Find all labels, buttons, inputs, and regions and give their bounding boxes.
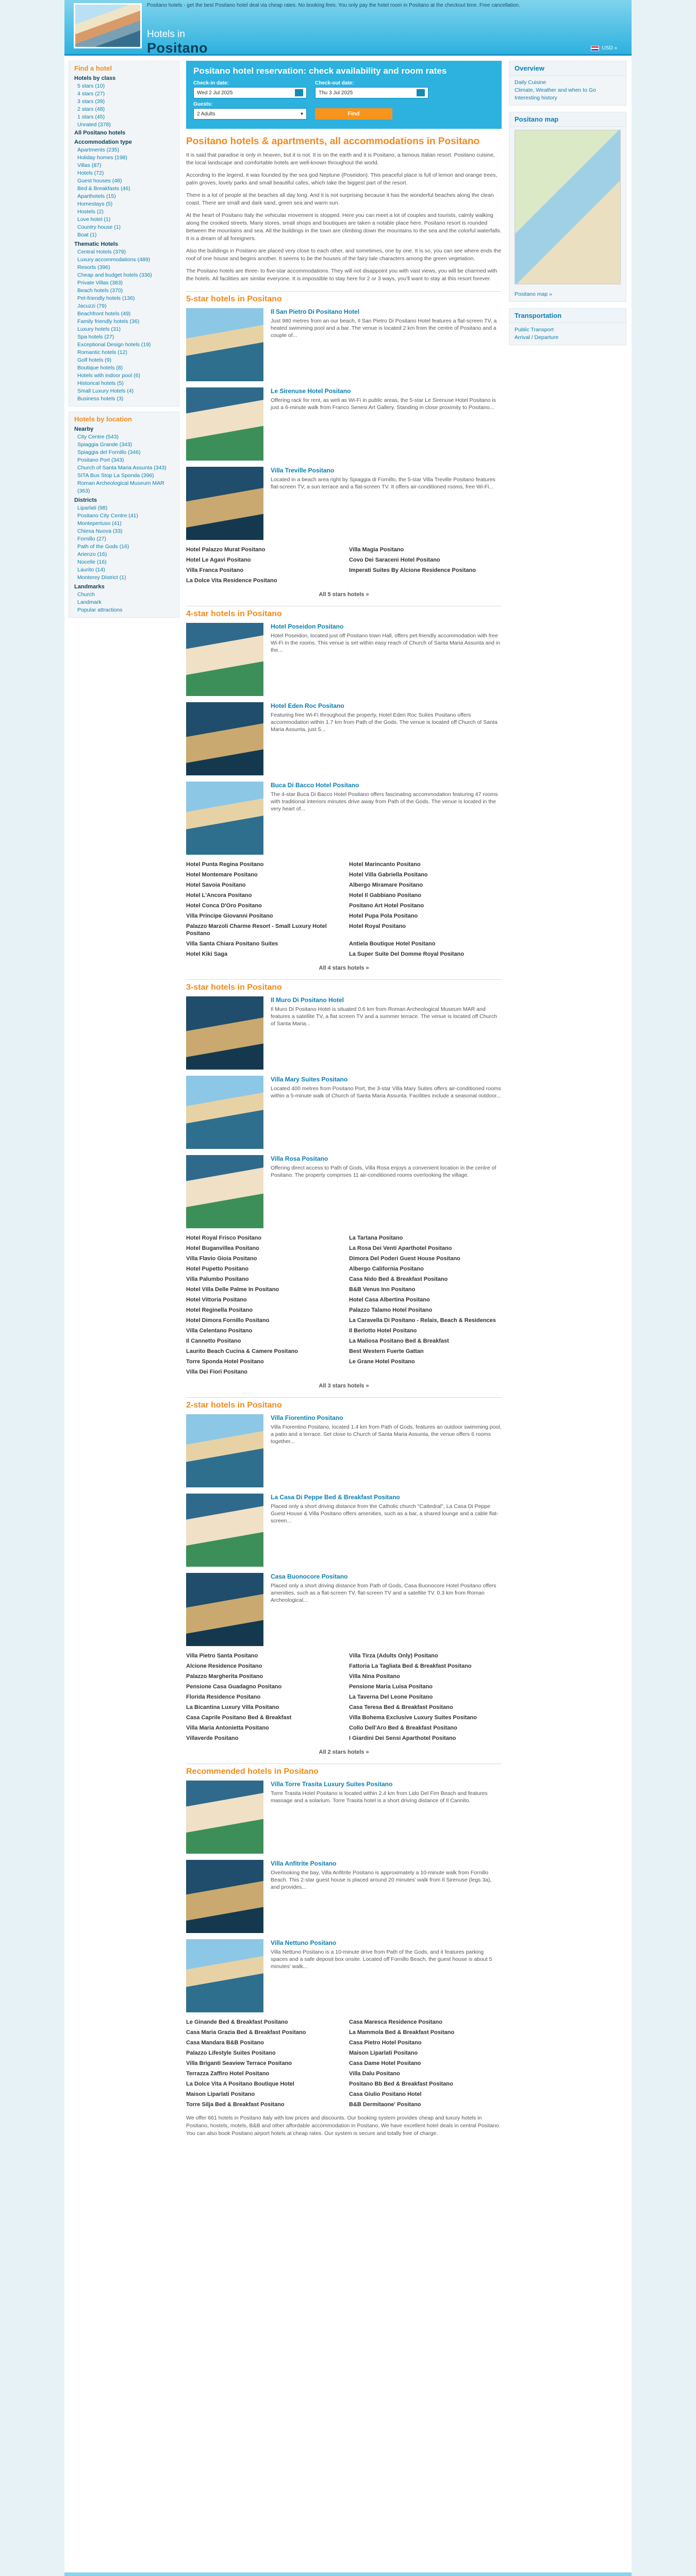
class-link[interactable]: Unrated (378) — [77, 122, 111, 128]
hotel-photo[interactable] — [186, 623, 263, 696]
hotel-list-link[interactable]: Imperati Suites By Alcione Residence Positano — [349, 567, 476, 573]
hotel-list-link[interactable]: Alcione Residence Positano — [186, 1663, 262, 1669]
theme-link[interactable]: Luxury hotels (31) — [77, 326, 121, 332]
hotel-list-link[interactable]: Hotel Pupetto Positano — [186, 1266, 248, 1272]
hotel-list-link[interactable]: Villa Santa Chiara Positano Suites — [186, 941, 278, 947]
acc-type-link[interactable]: Love hotel (1) — [77, 216, 111, 223]
guests-value: 2 Adults — [197, 111, 216, 117]
hotel-name-link[interactable]: Hotel Eden Roc Positano — [271, 702, 344, 709]
hotel-list-link[interactable]: La Tartana Positano — [349, 1235, 403, 1241]
hotel-list-link[interactable]: Palazzo Talamo Hotel Positano — [349, 1307, 433, 1313]
class-link[interactable]: 5 stars (10) — [77, 83, 105, 89]
intro-paragraph: Also the buildings in Positano are placed very close to each other, and sometimes, one by one. It is so, you can see where ends the roof of one house and begins another. It seems to be the houses of the fairy tale characters among the green vegetation. — [186, 248, 502, 262]
uk-flag-icon — [591, 46, 599, 51]
nearby-link[interactable]: City Centre (543) — [77, 434, 119, 440]
hotel-list-link[interactable]: Casa Nido Bed & Breakfast Positano — [349, 1276, 448, 1282]
hotel-list-link[interactable]: Hotel Conca D'Oro Positano — [186, 903, 262, 909]
hotel-list-link[interactable]: La Taverna Del Leone Positano — [349, 1694, 433, 1700]
overview-box — [509, 61, 626, 106]
hotel-list-link[interactable]: Hotel Vittoria Positano — [186, 1297, 247, 1303]
hotel-list-link[interactable]: Hotel Marincanto Positano — [349, 861, 421, 868]
theme-link[interactable]: Beachfront hotels (49) — [77, 311, 131, 317]
transport-link[interactable]: Arrival / Departure — [515, 334, 559, 341]
all-hotels-link[interactable]: All 3 stars hotels » — [319, 1383, 369, 1389]
hotel-photo[interactable] — [186, 996, 263, 1070]
hotel-photo[interactable] — [186, 1414, 263, 1487]
theme-link[interactable]: Central Hotels (379) — [77, 249, 126, 255]
hotel-description: Overlooking the bay, Villa Anfitrite Positano is approximately a 10-minute walk from Fornillo Beach. This 2-star guest house is placed around 20 minutes' walk from Il Sirenuse (legs 3a), and provides... — [271, 1870, 492, 1890]
hotel-list-link[interactable]: Positano Art Hotel Positano — [349, 903, 424, 909]
hotel-photo[interactable] — [186, 387, 263, 461]
positano-map[interactable] — [515, 130, 621, 284]
map-title: Positano map — [509, 112, 626, 127]
acc-type-link[interactable]: Homestays (5) — [77, 201, 113, 207]
hotel-list — [186, 861, 502, 958]
nearby-link[interactable]: Positano Port (343) — [77, 457, 124, 463]
hotel-list-link[interactable]: La Dolce Vita Residence Positano — [186, 578, 277, 584]
hotel-name-link[interactable]: Villa Mary Suites Positano — [271, 1076, 348, 1083]
class-link[interactable]: 4 stars (27) — [77, 91, 105, 97]
hotel-card — [186, 1573, 502, 1646]
hotel-list-link[interactable]: Torre Sponda Hotel Positano — [186, 1359, 264, 1365]
hotel-list-link[interactable]: B&B Dermitaone' Positano — [349, 2102, 421, 2108]
checkout-label: Check-out date: — [315, 80, 354, 86]
site-footer — [64, 2572, 632, 2576]
hotel-list-link[interactable]: Hotel Le Agavi Positano — [186, 557, 251, 563]
hotel-name-link[interactable]: Il Muro Di Positano Hotel — [271, 996, 344, 1004]
nearby-link[interactable]: Roman Archeological Museum MAR (363) — [77, 480, 164, 494]
all-hotels-link[interactable]: All 2 stars hotels » — [319, 1749, 369, 1755]
hotel-card — [186, 1076, 502, 1149]
page-title: Positano — [147, 40, 208, 56]
hotel-name-link[interactable]: Villa Rosa Positano — [271, 1155, 328, 1162]
hotel-list-link[interactable]: Torre Silja Bed & Breakfast Positano — [186, 2102, 285, 2108]
district-link[interactable]: Nocelle (16) — [77, 559, 107, 565]
closing-text: We offer 661 hotels in Positano Italy with low prices and discounts. Our booking system provides cheap and luxury hotels in Positano, hostels, motels, B&B and other affordable accommodation in Positano. We have excellent hotel deals in central Positano. You can also book Positano airport hotels at cheap rates. Our system is secure and totally free of charge. — [186, 2115, 501, 2137]
location-title: Hotels by location — [74, 415, 132, 423]
hotel-description: Il Muro Di Positano Hotel is situated 0.6 km from Roman Archeological Museum MAR and features a satellite TV, a flat screen TV and a summer terrace. The venue is located off Church of Santa Maria... — [271, 1006, 497, 1027]
acc-type-link[interactable]: Villas (87) — [77, 162, 102, 168]
intro-heading: Positano hotels & apartments, all accommodations in Positano — [186, 136, 480, 147]
hotel-list-link[interactable]: Casa Teresa Bed & Breakfast Positano — [349, 1704, 453, 1710]
hotel-card — [186, 1414, 502, 1487]
theme-link[interactable]: Jacuzzi (79) — [77, 303, 107, 309]
hotel-list-link[interactable]: Villa Magia Positano — [349, 547, 404, 553]
hotel-list-link[interactable]: Villa Palumbo Positano — [186, 1276, 249, 1282]
hotel-photo[interactable] — [186, 1939, 263, 2012]
hotel-list-link[interactable]: Hotel Savoia Positano — [186, 882, 246, 888]
theme-link[interactable]: Resorts (396) — [77, 264, 110, 270]
hotel-photo[interactable] — [186, 702, 263, 775]
hotel-list-link[interactable]: Maison Liparlati Positano — [349, 2050, 418, 2056]
hotel-card — [186, 387, 502, 461]
hotel-list-link[interactable]: Villa Tirza (Adults Only) Positano — [349, 1653, 438, 1659]
hotel-name-link[interactable]: Buca Di Bacco Hotel Positano — [271, 782, 359, 789]
theme-link[interactable]: Spa hotels (27) — [77, 334, 114, 340]
hotel-list-link[interactable]: La Caravella Di Positano - Relais, Beach & Residences — [349, 1317, 496, 1324]
checkin-label: Check-in date: — [193, 80, 229, 86]
guests-label: Guests: — [193, 101, 213, 107]
hotel-list-link[interactable]: La Super Suite Del Domme Royal Positano — [349, 951, 465, 957]
map-box — [509, 112, 626, 302]
intro-paragraph: It is said that paradise is only in heaven, but it is not. It is on the earth and it is Positano, a famous Italian resort. Positano cuisine, the local landscape and comfortable hotels are well-known throughout the world. — [186, 152, 495, 166]
hotel-name-link[interactable]: Il San Pietro Di Positano Hotel — [271, 308, 360, 315]
hotel-list-link[interactable]: Florida Residence Positano — [186, 1694, 261, 1700]
search-box — [186, 61, 502, 129]
guests-select[interactable] — [193, 108, 307, 120]
theme-link[interactable]: Private Villas (383) — [77, 280, 123, 286]
district-link[interactable]: Fornillo (27) — [77, 536, 107, 542]
hotel-list-link[interactable]: Positano Bb Bed & Breakfast Positano — [349, 2081, 453, 2087]
overview-link[interactable]: Climate, Weather and when to Go — [515, 87, 596, 93]
hotel-description: Just 980 metres from an our beach, Il San Pietro Di Positano Hotel features a flat-screen TV, a heated swimming pool and a bar. The venue is located 2 km from the centre of Positano and a couple of... — [271, 318, 497, 338]
hotel-list-link[interactable]: Villa Principe Giovanni Positano — [186, 913, 273, 919]
district-link[interactable]: Path of the Gods (16) — [77, 544, 129, 550]
calendar-icon[interactable] — [295, 89, 303, 96]
acc-type-link[interactable]: Bed & Breakfasts (46) — [77, 185, 130, 192]
theme-link[interactable]: Cheap and budget hotels (336) — [77, 272, 152, 278]
hotel-list-link[interactable]: Hotel Casa Albertina Positano — [349, 1297, 430, 1303]
section-title: Recommended hotels in Positano — [186, 1764, 502, 1776]
landmarks-title: Landmarks — [74, 584, 105, 590]
landmark-link[interactable]: Church — [77, 591, 95, 598]
hotel-list-link[interactable]: Palazzo Lifestyle Suites Positano — [186, 2050, 276, 2056]
section-title: 2-star hotels in Positano — [186, 1397, 502, 1410]
hotel-list-link[interactable]: Fattoria La Tagliata Bed & Breakfast Positano — [349, 1663, 472, 1669]
hotel-list-link[interactable]: Covo Dei Saraceni Hotel Positano — [349, 557, 440, 563]
hotel-list-link[interactable]: Casa Dame Hotel Positano — [349, 2060, 421, 2066]
hotel-name-link[interactable]: La Casa Di Peppe Bed & Breakfast Positano — [271, 1494, 400, 1501]
acc-type-link[interactable]: Hotels (72) — [77, 170, 104, 176]
hotel-list-link[interactable]: Best Western Fuerte Gattan — [349, 1348, 424, 1354]
hotel-list-link[interactable]: Villa Celentano Positano — [186, 1328, 253, 1334]
intro-paragraph: At the heart of Positano Italy the vehicular movement is stopped. Here you can meet a lot of couples and tourists, calmly walking along the crooked streets. Many stores, small shops and boutiques are taken a notable place here. Positano resort is rounded between the mountains and sea. All the buildings in the town are climbing down the mountains to the sea and the colorful waterfalls. It is a dream of all foreigners. — [186, 212, 502, 242]
hotel-list-link[interactable]: Casa Caprile Positano Bed & Breakfast — [186, 1715, 292, 1721]
hotel-description: Located 400 metres from Positano Port, the 3-star Villa Mary Suites offers air-conditioned rooms within a 5-minute walk of Church of Santa Maria Assunta. Facilities include a seasonal outdoor... — [271, 1086, 501, 1099]
hotel-description: Torre Trasita Hotel Positano is located within 2.4 km from Lido Del Fim Beach and features massage and a solarium. Torre Trasita hotel is a short driving distance of Il Cannito. — [271, 1790, 488, 1804]
hotel-list-link[interactable]: Casa Pietro Hotel Positano — [349, 2040, 422, 2046]
hotel-photo[interactable] — [186, 1155, 263, 1228]
hotel-list-link[interactable]: I Giardini Dei Sensi Aparthotel Positano — [349, 1735, 456, 1741]
hotel-list-link[interactable]: Villa Pietro Santa Positano — [186, 1653, 258, 1659]
acc-type-link[interactable]: Apartments (235) — [77, 147, 120, 153]
transport-box — [509, 308, 626, 345]
acc-type-title: Accommodation type — [74, 139, 132, 145]
overview-title: Overview — [509, 61, 626, 76]
theme-link[interactable]: Pet-friendly hotels (136) — [77, 295, 135, 301]
section-title: 4-star hotels in Positano — [186, 606, 502, 619]
hotel-list-link[interactable]: Albergo California Positano — [349, 1266, 424, 1272]
all-hotels-link[interactable]: All 5 stars hotels » — [319, 591, 369, 598]
hotel-list-link[interactable]: Hotel Pupa Pola Positano — [349, 913, 418, 919]
transport-title: Transportation — [509, 309, 626, 323]
nearby-link[interactable]: Spiaggia del Fornillo (346) — [77, 449, 141, 455]
hotel-name-link[interactable]: Casa Buonocore Positano — [271, 1573, 348, 1580]
currency-label: USD » — [602, 45, 617, 51]
hotel-list-link[interactable]: Hotel L'Ancora Positano — [186, 892, 252, 899]
theme-link[interactable]: Hotels with indoor pool (6) — [77, 372, 140, 379]
all-hotels-link[interactable]: All Positano hotels — [74, 130, 126, 136]
intro-paragraph: The Positano hotels are three- to five-star accommodations. They will not disappoint you with vast views, you will be charmed with the hotels. All facilities are similar everyone. It is impossible to stay here for 2 or 3 ways, you'll want to stay at this resort forever. — [186, 268, 498, 282]
theme-link[interactable]: Boutique hotels (8) — [77, 365, 123, 371]
hotel-list-link[interactable]: Villa Franca Positano — [186, 567, 244, 573]
hotel-description: Hotel Poseidon, located just off Positano town Hall, offers pet-friendly accommodation with free Wi-Fi in the rooms. This venue is set within easy reach of Church of Santa Maria Assunta and in the... — [271, 633, 501, 653]
hotel-list-link[interactable]: La Dolce Vita A Positano Boutique Hotel — [186, 2081, 294, 2087]
hotel-description: Offering direct access to Path of Gods, Villa Rosa enjoys a convenient location in the centre of Positano. The property comprises 11 air-conditioned rooms overlooking the village. — [271, 1165, 496, 1178]
hotel-card — [186, 1155, 502, 1228]
hotel-list-link[interactable]: Hotel Royal Frisco Positano — [186, 1235, 262, 1241]
hotel-name-link[interactable]: Villa Treville Positano — [271, 467, 335, 474]
class-link[interactable]: 2 stars (48) — [77, 106, 105, 112]
landmark-link[interactable]: Popular attractions — [77, 607, 123, 613]
hotel-photo[interactable] — [186, 782, 263, 855]
hotel-list-link[interactable]: Hotel Villa Gabriella Positano — [349, 872, 428, 878]
hotel-list-link[interactable]: La Maliosa Positano Bed & Breakfast — [349, 1338, 449, 1344]
hotel-list-link[interactable]: Hotel Kiki Saga — [186, 951, 228, 957]
acc-type-link[interactable]: Hostels (2) — [77, 209, 104, 215]
hotel-list-link[interactable]: B&B Venus Inn Positano — [349, 1286, 416, 1293]
theme-link[interactable]: Historical hotels (5) — [77, 380, 124, 386]
class-link[interactable]: 1 stars (45) — [77, 114, 105, 120]
hotel-list-link[interactable]: Villa Nina Positano — [349, 1673, 400, 1680]
district-link[interactable]: Chiesa Nuova (33) — [77, 528, 123, 534]
hotel-list-link[interactable]: Villa Briganti Seaview Terrace Positano — [186, 2060, 292, 2066]
hotel-card — [186, 1860, 502, 1933]
hotel-list-link[interactable]: Villa Bohema Exclusive Luxury Suites Positano — [349, 1715, 477, 1721]
hotel-photo[interactable] — [186, 1494, 263, 1567]
overview-link[interactable]: Interesting history — [515, 95, 557, 101]
theme-link[interactable]: Beach hotels (370) — [77, 287, 123, 294]
hotel-card — [186, 996, 502, 1070]
overview-link[interactable]: Daily Cuisine — [515, 79, 546, 86]
hotel-name-link[interactable]: Le Sirenuse Hotel Positano — [271, 387, 351, 395]
acc-type-link[interactable]: Country house (1) — [77, 224, 121, 230]
class-link[interactable]: 3 stars (39) — [77, 98, 105, 105]
hotel-name-link[interactable]: Hotel Poseidon Positano — [271, 623, 344, 630]
calendar-icon[interactable] — [417, 89, 425, 96]
acc-type-link[interactable]: Holiday homes (198) — [77, 155, 127, 161]
intro-paragraph: There is a lot of people at the beaches all day long. And it is not surprising because it has the wonderful beaches along the clean coast. There are small and dark sand, green sea and warm sun. — [186, 192, 494, 206]
by-class-title: Hotels by class — [74, 75, 116, 81]
district-link[interactable]: Positano City Centre (41) — [77, 513, 138, 519]
district-link[interactable]: Arienzo (16) — [77, 551, 107, 557]
district-link[interactable]: Monterey District (1) — [77, 574, 126, 581]
hotel-list-link[interactable]: Pensione Maria Luisa Positano — [349, 1684, 433, 1690]
search-title: Positano hotel reservation: check availability and room rates — [193, 66, 447, 76]
hotel-list-link[interactable]: Le Grane Hotel Positano — [349, 1359, 415, 1365]
hotel-list — [186, 546, 502, 584]
hotel-photo[interactable] — [186, 1076, 263, 1149]
find-hotel-title: Find a hotel — [74, 64, 112, 72]
currency-selector[interactable] — [591, 45, 617, 51]
hotel-name-link[interactable]: Villa Anfitrite Positano — [271, 1860, 337, 1867]
hotel-list — [186, 2019, 502, 2108]
hotel-description: Villa Nettuno Positano is a 10-minute drive from Path of the Gods, and it features parking spaces and a safe deposit box onsite. Located off Fornillo Beach, the guest house is about 5 minutes' walk... — [271, 1949, 492, 1970]
nearby-link[interactable]: SITA Bus Stop La Sponda (396) — [77, 472, 154, 479]
intro-paragraph: According to the legend, it was founded by the sea god Neptune (Poseidon). This peaceful place is full of lemon and orange trees, palm groves, lovely parks and small beautiful cafes, which take the biggest part of the resort. — [186, 172, 498, 186]
hotel-list-link[interactable]: Palazzo Margherita Positano — [186, 1673, 263, 1680]
nearby-link[interactable]: Spiaggia Grande (343) — [77, 442, 132, 448]
hotel-list-link[interactable]: Hotel Royal Positano — [349, 923, 406, 929]
hotel-list-link[interactable]: Palazzo Marzoli Charme Resort - Small Luxury Hotel Positano — [186, 923, 327, 937]
hotel-card — [186, 782, 502, 855]
theme-link[interactable]: Small Luxury Hotels (4) — [77, 388, 134, 394]
acc-type-link[interactable]: Boat (1) — [77, 232, 97, 238]
nearby-link[interactable]: Church of Santa Maria Assunta (343) — [77, 465, 167, 471]
hotel-photo[interactable] — [186, 1573, 263, 1646]
hotel-list-link[interactable]: Hotel Punta Regina Positano — [186, 861, 264, 868]
hotel-list-link[interactable]: Hotel Buganvillea Positano — [186, 1245, 259, 1251]
acc-type-link[interactable]: Aparthotels (15) — [77, 193, 116, 199]
checkin-value: Wed 2 Jul 2025 — [197, 90, 233, 96]
hotel-list-link[interactable]: Hotel Reginella Positano — [186, 1307, 253, 1313]
hotel-photo[interactable] — [186, 308, 263, 381]
hotel-photo[interactable] — [186, 467, 263, 540]
hotel-name-link[interactable]: Villa Nettuno Positano — [271, 1939, 337, 1946]
theme-link[interactable]: Romantic hotels (12) — [77, 349, 127, 355]
theme-link[interactable]: Luxury accommodations (489) — [77, 257, 151, 263]
location-box — [69, 412, 179, 618]
hotel-list-link[interactable]: Casa Mandara B&B Positano — [186, 2040, 264, 2046]
hotel-list-link[interactable]: Villa Dalu Positano — [349, 2071, 400, 2077]
find-hotel-box — [69, 61, 179, 406]
hotel-list-link[interactable]: Il Cannetto Positano — [186, 1338, 241, 1344]
theme-link[interactable]: Business hotels (3) — [77, 396, 124, 402]
all-hotels-link[interactable]: All 4 stars hotels » — [319, 965, 369, 971]
hotel-list-link[interactable]: Collo Dell'Aro Bed & Breakfast Positano — [349, 1725, 457, 1731]
hotel-card — [186, 623, 502, 696]
header-tagline: Positano hotels - get the best Positano hotel deal via cheap rates. No booking fees. You only pay the hotel room in Positano at the checkout time. Free cancellation. — [147, 3, 520, 8]
hotel-description: Villa Fiorentino Positano, located 1.4 km from Path of Gods, features an outdoor swimming pool, a patio and a terrace. Set close to Church of Santa Maria Assunta, the venue offers 6 rooms together... — [271, 1424, 502, 1445]
hotel-photo[interactable] — [186, 1860, 263, 1933]
hotel-list-link[interactable]: Hotel Il Gabbiano Positano — [349, 892, 421, 899]
acc-type-link[interactable]: Guest houses (48) — [77, 178, 122, 184]
districts-title: Districts — [74, 497, 97, 503]
chevron-down-icon: ▾ — [300, 111, 303, 117]
section-title: 3-star hotels in Positano — [186, 979, 502, 992]
hotel-list — [186, 1234, 502, 1376]
hotel-list-link[interactable]: La Rosa Dei Venti Aparthotel Positano — [349, 1245, 452, 1251]
hotel-list-link[interactable]: Albergo Miramare Positano — [349, 882, 423, 888]
hotel-list-link[interactable]: Hotel Villa Delle Palme In Positano — [186, 1286, 279, 1293]
hotel-list-link[interactable]: Villaverde Positano — [186, 1735, 239, 1741]
site-header — [64, 0, 632, 56]
hotel-list-link[interactable]: Villa Flavio Gioia Positano — [186, 1256, 257, 1262]
hotel-description: Located in a beach area right by Spiaggia di Fornillo, the 5-star Villa Treville Positano features flat-screen TV, a sun terrace and a flat-screen TV. It offers air-conditioned rooms, free Wi-Fi... — [271, 477, 495, 490]
themes-title: Thematic Hotels — [74, 241, 118, 247]
hotel-list-link[interactable]: Antiela Boutique Hotel Positano — [349, 941, 436, 947]
checkout-value: Thu 3 Jul 2025 — [319, 90, 353, 96]
header-photo — [74, 3, 142, 48]
hotel-description: Offering rack for rent, as well as Wi-Fi in public areas, the 5-star Le Sirenuse Hotel Positano is just a 6-minute walk from Franco Senesi Art Gallery. Standing in close proximity to Positano... — [271, 397, 496, 411]
hotel-card — [186, 1781, 502, 1854]
hotel-description: Placed only a short driving distance from Path of Gods, Casa Buonocore Hotel Positano offers amenities, such as a flat-screen TV, flat-screen TV and a satellite TV. 0.3 km from Roman Archeological... — [271, 1583, 496, 1603]
hotel-list-link[interactable]: Maison Liparlati Positano — [186, 2091, 255, 2097]
hotel-list-link[interactable]: Casa Maria Grazia Bed & Breakfast Positano — [186, 2029, 306, 2036]
right-sidebar — [509, 61, 626, 351]
hotel-description: Featuring free Wi-Fi throughout the property, Hotel Eden Roc Suites Positano offers accommodation within 1.7 km from Path of the Gods. The venue is located off Church of Santa Maria Assunta, just 5... — [271, 712, 498, 733]
district-link[interactable]: Liparlati (98) — [77, 505, 108, 511]
hotel-list-link[interactable]: Pensione Casa Guadagno Positano — [186, 1684, 282, 1690]
checkin-input[interactable] — [193, 87, 307, 98]
hotel-list-link[interactable]: Le Ginande Bed & Breakfast Positano — [186, 2019, 288, 2025]
left-sidebar — [69, 61, 179, 618]
hotel-list — [186, 1652, 502, 1742]
hotel-list-link[interactable]: Casa Giulio Positano Hotel — [349, 2091, 422, 2097]
hotel-description: Placed only a short driving distance from the Catholic church "Cattedral", La Casa Di Peppe Guest House & Villa Positano offers amenities, such as a bar, a shared lounge and a cable flat-screen... — [271, 1503, 499, 1524]
hotel-list-link[interactable]: La Mammola Bed & Breakfast Positano — [349, 2029, 455, 2036]
hotel-list-link[interactable]: Dimora Del Poderi Guest House Positano — [349, 1256, 460, 1262]
find-button[interactable]: Find — [315, 108, 392, 120]
hotel-list-link[interactable]: Hotel Dimora Fornillo Positano — [186, 1317, 270, 1324]
hotel-card — [186, 1494, 502, 1567]
header-subtitle: Hotels in — [147, 29, 185, 40]
hotel-card — [186, 308, 502, 381]
map-link[interactable]: Positano map » — [515, 291, 552, 297]
theme-link[interactable]: Golf hotels (9) — [77, 357, 111, 363]
theme-link[interactable]: Exceptional Design hotels (19) — [77, 342, 151, 348]
hotel-card — [186, 1939, 502, 2012]
hotel-description: The 4-star Buca Di Bacco Hotel Positano offers fascinating accommodation featuring 47 rooms with traditional interiors minutes drive away from Path of the Gods. The venue is located in the very heart of... — [271, 791, 498, 812]
hotel-card — [186, 467, 502, 540]
main-content — [186, 61, 502, 2142]
hotel-list-link[interactable]: Terrazza Zaffiro Hotel Positano — [186, 2071, 270, 2077]
hotel-list-link[interactable]: Laurito Beach Cucina & Camere Positano — [186, 1348, 298, 1354]
hotel-photo[interactable] — [186, 1781, 263, 1854]
landmark-link[interactable]: Landmark — [77, 599, 102, 605]
nearby-title: Nearby — [74, 426, 94, 432]
hotel-name-link[interactable]: Villa Fiorentino Positano — [271, 1414, 343, 1421]
district-link[interactable]: Laurito (14) — [77, 567, 105, 573]
theme-link[interactable]: Family friendly hotels (36) — [77, 318, 140, 325]
hotel-card — [186, 702, 502, 775]
transport-link[interactable]: Public Transport — [515, 327, 554, 333]
hotel-list-link[interactable]: Villa Maria Antonietta Positano — [186, 1725, 269, 1731]
hotel-list-link[interactable]: Hotel Montemare Positano — [186, 872, 258, 878]
section-title: 5-star hotels in Positano — [186, 291, 502, 304]
hotel-list-link[interactable]: Villa Dei Fiori Positano — [186, 1369, 247, 1375]
hotel-list-link[interactable]: Hotel Palazzo Murat Positano — [186, 547, 266, 553]
hotel-list-link[interactable]: Casa Maresca Residence Positano — [349, 2019, 442, 2025]
hotel-list-link[interactable]: La Bicantina Luxury Villa Positano — [186, 1704, 279, 1710]
hotel-list-link[interactable]: Il Berlotto Hotel Positano — [349, 1328, 417, 1334]
checkout-input[interactable] — [315, 87, 428, 98]
hotel-name-link[interactable]: Villa Torre Trasita Luxury Suites Positano — [271, 1781, 393, 1788]
district-link[interactable]: Montepertuso (41) — [77, 520, 122, 527]
